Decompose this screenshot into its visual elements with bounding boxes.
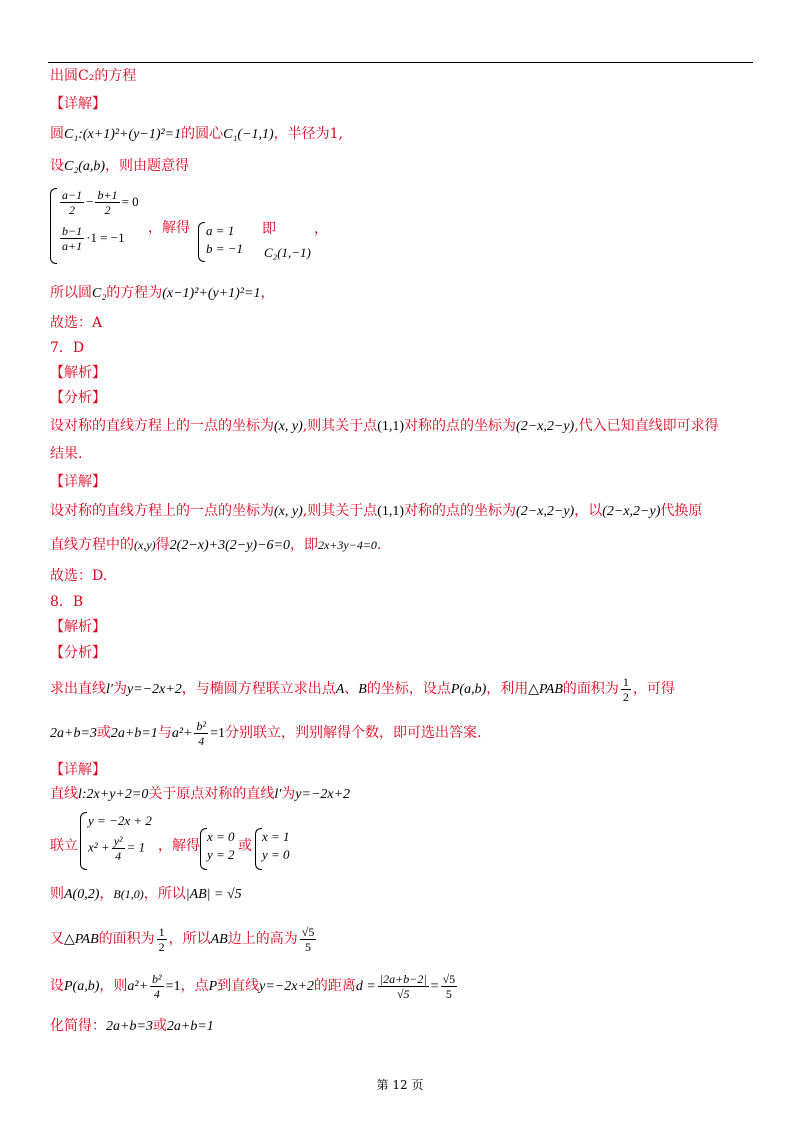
- fraction: $\frac{\text{b²}}{4}$: [196, 718, 207, 748]
- math: P: [208, 979, 218, 994]
- math: = 0: [121, 194, 139, 209]
- text-line: 则A(0,2)，B(1,0)，所以|AB| = √5: [50, 886, 242, 902]
- section-heading: 【分析】: [50, 645, 106, 661]
- text: 所以圆: [50, 285, 92, 301]
- math: (x,y): [134, 538, 156, 552]
- math: C₁(−1,1): [223, 127, 274, 142]
- brace: [255, 828, 262, 870]
- text-line: [50, 283, 274, 304]
- section-heading: [50, 94, 106, 114]
- math: (2−x,2−y): [602, 504, 661, 519]
- text: ，解得: [148, 220, 190, 236]
- text: 的方程为: [106, 285, 163, 301]
- text: ，: [260, 285, 275, 301]
- text: 出圆C₂的方程: [50, 68, 137, 84]
- solution-system: x = 0 y = 2: [207, 829, 235, 862]
- text-line: 结果.: [50, 446, 83, 462]
- math: y=−2x+2: [259, 979, 314, 994]
- solution-system: a = 1 b = −1: [206, 223, 244, 256]
- math: P(a,b): [64, 979, 100, 994]
- math: B(1,0): [113, 887, 144, 901]
- equation-system: $\frac{a-1}{2}$ − $\frac{b+1}{2}$ = 0 $\frac{b-1}{a+1}$ ·1 = −1: [62, 188, 139, 253]
- math: =: [430, 979, 439, 994]
- math: 2x+3y−4=0: [317, 538, 377, 552]
- fraction: $\frac{1}{2}$: [158, 924, 165, 954]
- fraction: $\frac{1}{2}$: [622, 674, 629, 704]
- math: (1,1): [377, 419, 405, 434]
- math: P(a,b): [450, 682, 487, 697]
- text: 或: [238, 838, 252, 854]
- fraction: $\frac{√5}{5}$: [301, 924, 315, 954]
- brace: [200, 828, 207, 870]
- equation-system: y = −2x + 2 x² + $\frac{\text{y²}}{4}$ = 1: [88, 813, 152, 863]
- text: ，解得: [158, 838, 200, 854]
- math: l:2x+y+2=0: [78, 787, 149, 802]
- section-heading: 【分析】: [50, 390, 106, 406]
- math: B: [358, 682, 367, 697]
- header-rule: [48, 62, 753, 63]
- text-line: 直线l:2x+y+2=0关于原点对称的直线l′为y=−2x+2: [50, 786, 351, 802]
- math: ·1 = −1: [86, 230, 125, 245]
- math: C₂: [92, 286, 107, 301]
- math: =1: [165, 979, 181, 994]
- brace: [50, 188, 57, 264]
- text-line: 故选：D.: [50, 568, 108, 584]
- math: △PAB: [528, 682, 563, 697]
- math: 2a+b=1: [166, 1019, 214, 1034]
- text: 联立: [50, 838, 78, 854]
- question-number: 7．D: [50, 340, 85, 356]
- section-heading: 【解析】: [50, 365, 106, 381]
- fraction: $\frac{\text{y²}}{4}$: [113, 834, 123, 863]
- brace: [198, 222, 205, 262]
- math: AB: [210, 932, 228, 947]
- text: 设: [50, 158, 64, 174]
- fraction: $\frac{b+1}{2}$: [97, 188, 118, 217]
- math: a²+: [127, 979, 149, 994]
- math: (x−1)²+(y+1)²=1: [162, 286, 261, 301]
- math: C₂(1,−1): [264, 245, 311, 260]
- solution-system: x = 1 y = 0: [262, 829, 290, 862]
- math: (2−x,2−y): [516, 419, 575, 434]
- heading-text: 【详解】: [50, 96, 106, 112]
- text: 圆: [50, 126, 64, 142]
- text: 即: [262, 221, 276, 237]
- math: (1,1): [377, 504, 405, 519]
- section-heading: 【详解】: [50, 474, 106, 490]
- math: 2(2−x)+3(2−y)−6=0: [169, 538, 290, 553]
- text-line: 求出直线l′为y=−2x+2，与椭圆方程联立求出点A、B的坐标，设点P(a,b)，利用△PAB的面积为 $\frac{1}{2}$ ，可得: [50, 674, 675, 704]
- fraction: $\frac{|2a+b-2|}{√5}$: [379, 971, 427, 1001]
- text-line: 又△PAB的面积为 $\frac{1}{2}$ ，所以AB边上的高为 $\frac{√5}{5}$: [50, 924, 315, 954]
- math: (x, y): [274, 504, 303, 519]
- text: ，则由题意得: [105, 158, 190, 174]
- text-line: [50, 124, 343, 145]
- math: (2−x,2−y): [516, 504, 575, 519]
- math: y=−2x+2: [126, 682, 182, 697]
- section-heading: 【详解】: [50, 762, 106, 778]
- math: d =: [355, 979, 376, 994]
- math: △PAB: [64, 932, 99, 947]
- math: A: [335, 682, 345, 697]
- text: ，: [314, 221, 328, 237]
- page-number: 第 12 页: [376, 1078, 424, 1092]
- math: =1: [210, 726, 225, 741]
- text-line: 设对称的直线方程上的一点的坐标为(x, y),则其关于点(1,1)对称的点的坐标为(2−x,2−y),代入已知直线即可求得: [50, 418, 719, 434]
- fraction: $\frac{√5}{5}$: [442, 971, 456, 1001]
- math: l′: [106, 682, 113, 697]
- text-line: 直线方程中的(x,y)得2(2−x)+3(2−y)−6=0，即2x+3y−4=0.: [50, 537, 382, 553]
- math: C₁:(x+1)²+(y−1)²=1: [64, 127, 182, 142]
- text-line: [50, 66, 136, 86]
- text-line: [50, 156, 189, 177]
- question-number: 8．B: [50, 594, 84, 610]
- text: ，半径为1,: [273, 126, 343, 142]
- fraction: $\frac{b-1}{a+1}$: [62, 224, 83, 253]
- math: 2a+b=3: [106, 1019, 153, 1034]
- text: 的圆心: [181, 126, 224, 142]
- math: A(0,2): [64, 887, 100, 902]
- math: y=−2x+2: [295, 787, 351, 802]
- text-line: 2a+b=3或2a+b=1与a²+ $\frac{\text{b²}}{4}$ =1分别联立，判别解得个数，即可选出答案.: [50, 718, 482, 748]
- math: l′: [274, 787, 282, 802]
- fraction: $\frac{a-1}{2}$: [62, 188, 83, 217]
- math: |AB| = √5: [185, 887, 242, 902]
- math: 2a+b=3: [50, 726, 97, 741]
- text-line: 设P(a,b)，则a²+ $\frac{\text{b²}}{4}$ =1，点P到直线y=−2x+2的距离d = $\frac{|2a+b-2|}{√5}$ = $\frac{√5}{5}$: [50, 971, 456, 1001]
- math: a²+: [171, 726, 193, 741]
- math: C₂(a,b): [64, 159, 106, 174]
- text-line: 故选：A: [50, 315, 103, 331]
- text-line: 化简得：2a+b=3或2a+b=1: [50, 1018, 214, 1034]
- text-line: 设对称的直线方程上的一点的坐标为(x, y),则其关于点(1,1)对称的点的坐标为(2−x,2−y)，以(2−x,2−y)代换原: [50, 503, 703, 519]
- section-heading: 【解析】: [50, 619, 106, 635]
- fraction: $\frac{\text{b²}}{4}$: [152, 971, 162, 1001]
- brace: [80, 812, 87, 870]
- math: (x, y): [274, 419, 303, 434]
- math: 2a+b=1: [110, 726, 158, 741]
